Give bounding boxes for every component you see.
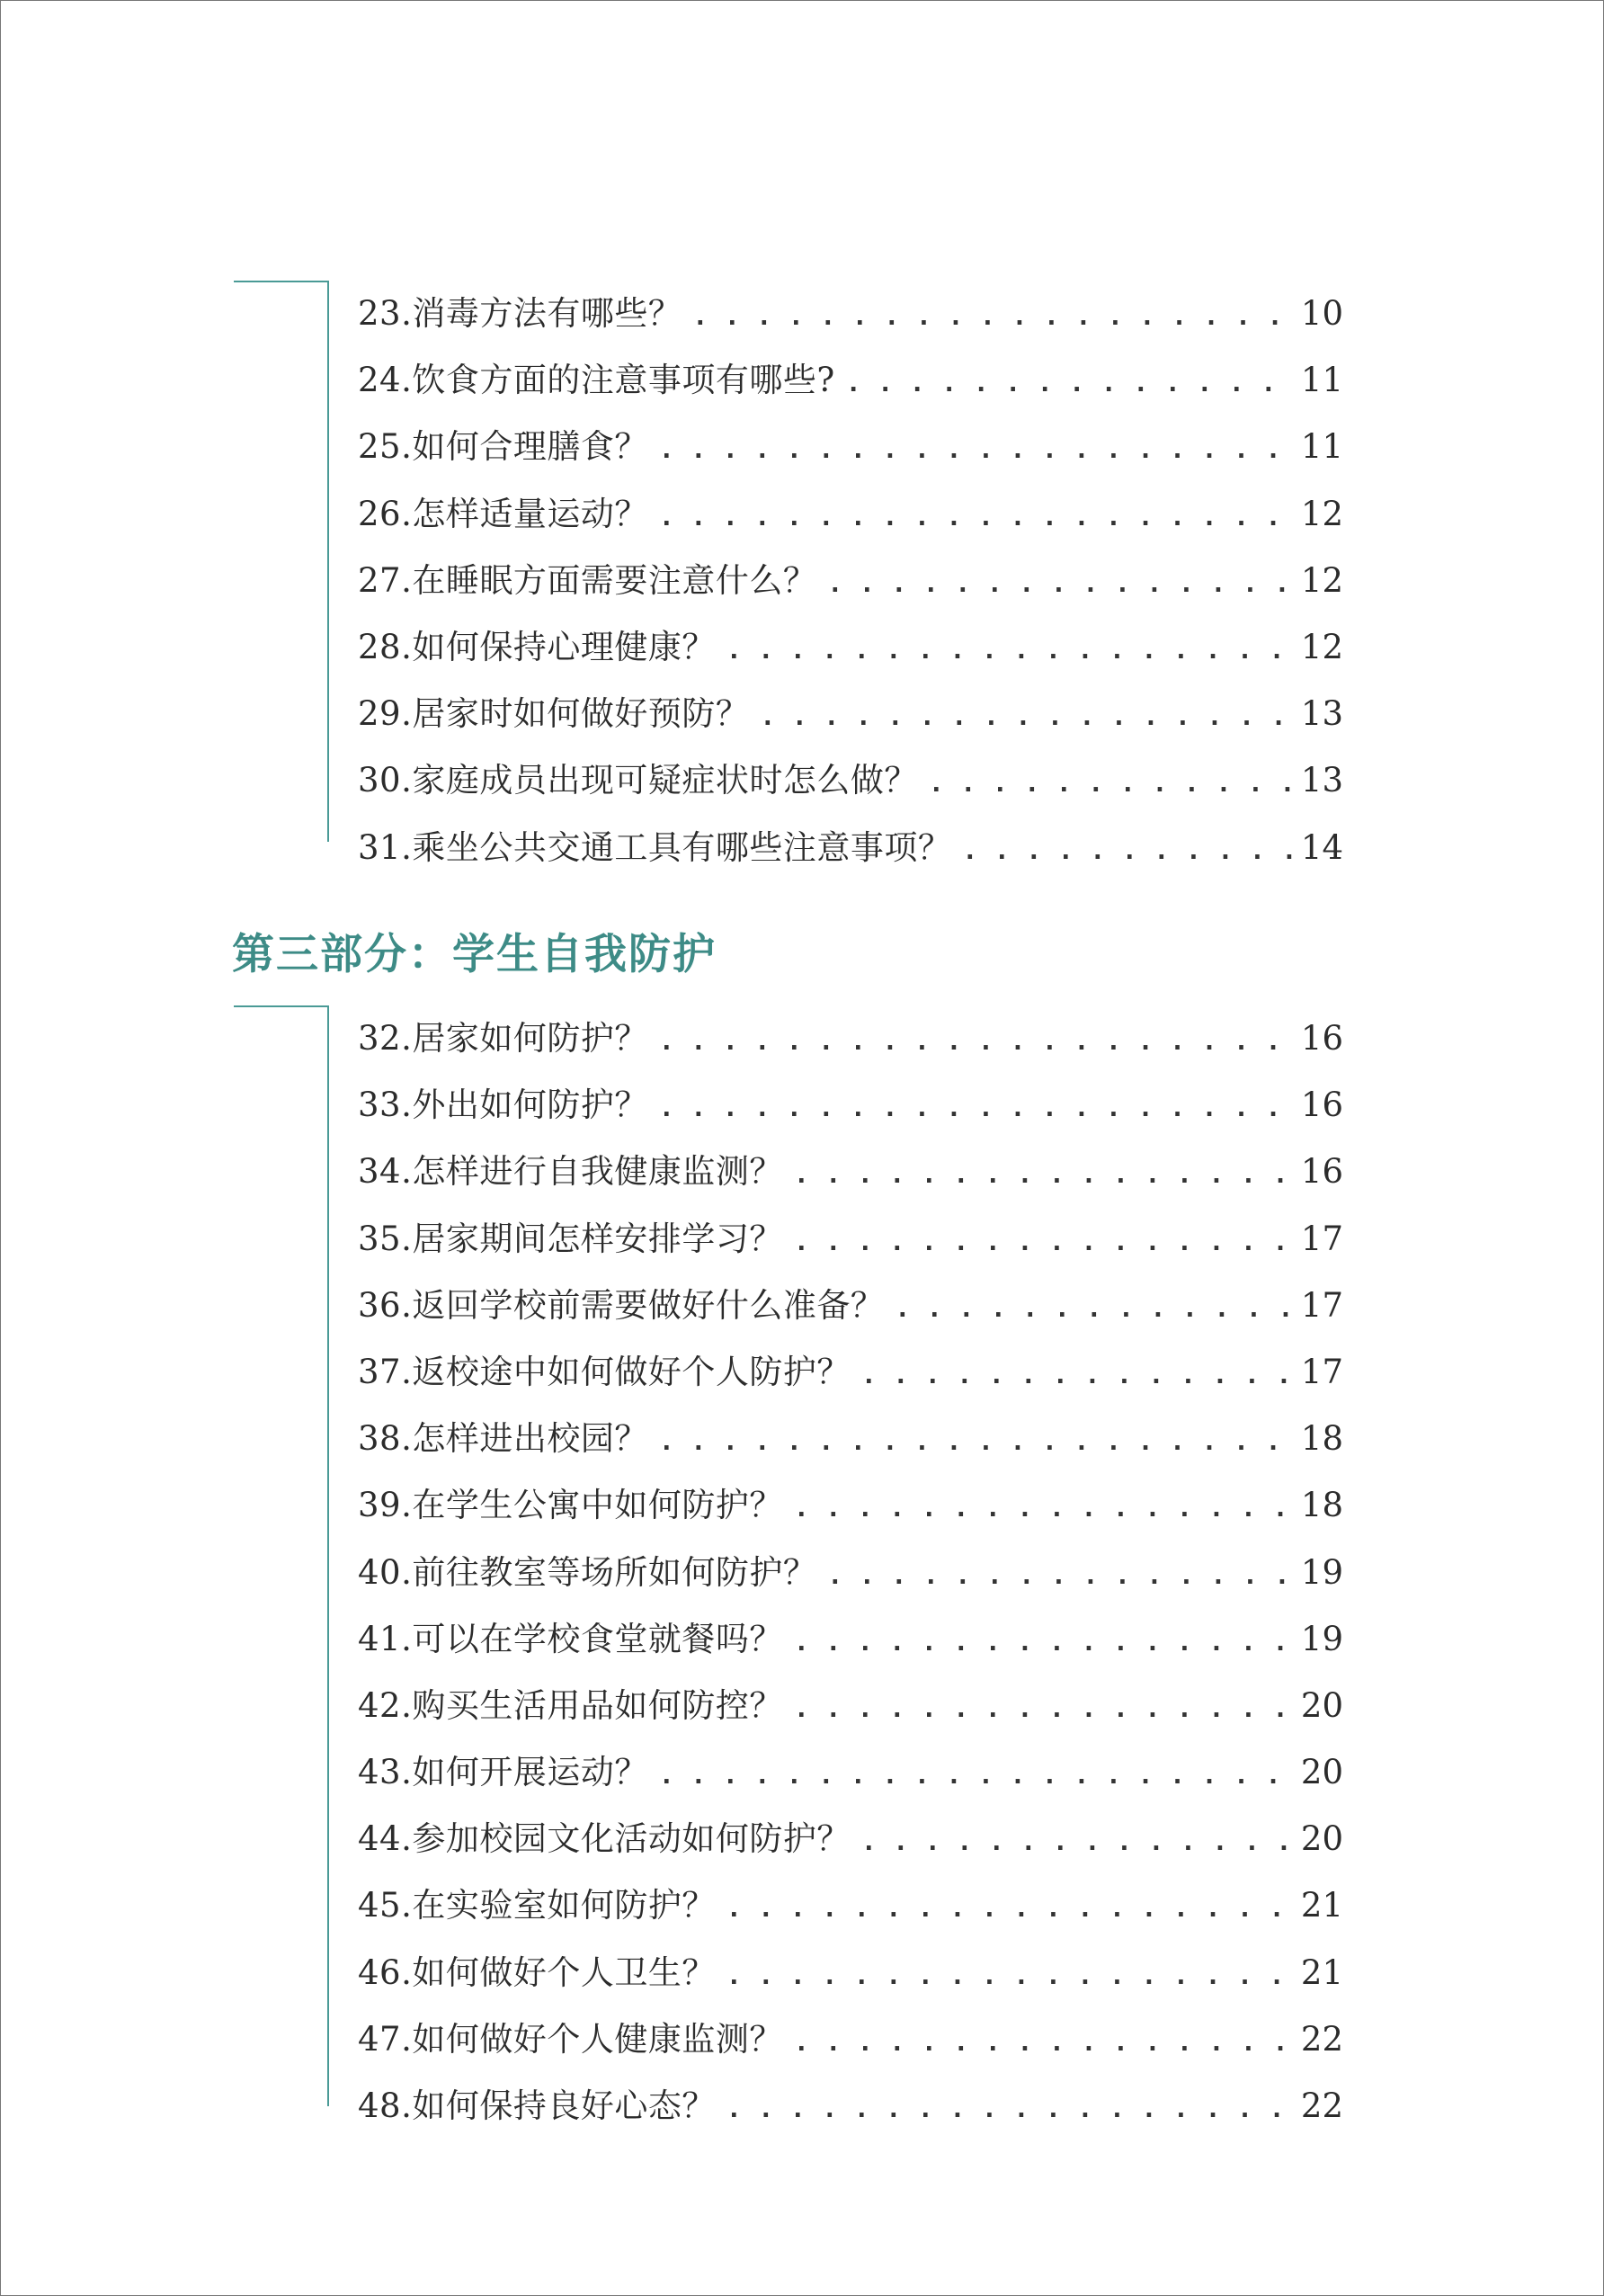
dot-leader xyxy=(659,1406,1296,1475)
toc-entry-page: 11 xyxy=(1300,361,1343,400)
bracket-horizontal-line xyxy=(234,1005,329,1007)
toc-entry-page: 20 xyxy=(1300,1819,1343,1859)
dot-leader xyxy=(827,1540,1296,1609)
toc-entry-title: 29.居家时如何做好预防？ xyxy=(358,694,750,734)
toc-entry-page: 14 xyxy=(1300,827,1343,867)
toc-entry-page: 19 xyxy=(1300,1619,1343,1658)
toc-entry-page: 13 xyxy=(1300,761,1343,800)
toc-entry[interactable] xyxy=(358,1806,1343,1872)
toc-entry-title: 48.如何保持良好心态？ xyxy=(358,2086,716,2125)
dot-leader xyxy=(659,414,1296,483)
toc-entry-title: 39.在学生公寓中如何防护？ xyxy=(358,1486,783,1525)
toc-entry-title: 44.参加校园文化活动如何防护？ xyxy=(358,1819,851,1859)
dot-leader xyxy=(794,1673,1296,1742)
toc-entry[interactable] xyxy=(358,815,1343,881)
toc-entry[interactable] xyxy=(358,1072,1343,1139)
toc-entry-title: 46.如何做好个人卫生？ xyxy=(358,1952,716,1992)
toc-entry-title: 36.返回学校前需要做好什么准备？ xyxy=(358,1285,885,1325)
toc-entry-page: 20 xyxy=(1300,1753,1343,1792)
bracket-vertical-line xyxy=(327,281,329,842)
toc-entry-title: 26.怎样适量运动？ xyxy=(358,494,648,533)
bracket-horizontal-line xyxy=(234,281,329,282)
toc-entry[interactable] xyxy=(358,1406,1343,1472)
toc-entry-title: 31.乘坐公共交通工具有哪些注意事项？ xyxy=(358,827,952,867)
toc-entry-title: 27.在睡眠方面需要注意什么？ xyxy=(358,560,817,600)
toc-entry[interactable] xyxy=(358,1339,1343,1406)
toc-entry-page: 16 xyxy=(1300,1019,1343,1058)
toc-entry-title: 32.居家如何防护？ xyxy=(358,1019,648,1058)
toc-entry[interactable] xyxy=(358,681,1343,747)
toc-entry-title: 35.居家期间怎样安排学习？ xyxy=(358,1219,783,1258)
toc-entry-page: 18 xyxy=(1300,1486,1343,1525)
toc-entry[interactable] xyxy=(358,1472,1343,1539)
toc-entry[interactable] xyxy=(358,481,1343,548)
toc-entry[interactable] xyxy=(358,1940,1343,2006)
dot-leader xyxy=(659,1739,1296,1809)
toc-entry-page: 22 xyxy=(1300,2019,1343,2059)
toc-entry[interactable] xyxy=(358,1005,1343,1072)
toc-entry-title: 33.外出如何防护？ xyxy=(358,1085,648,1125)
dot-leader xyxy=(726,2073,1296,2142)
dot-leader xyxy=(726,1940,1296,2009)
toc-entry-page: 17 xyxy=(1300,1352,1343,1391)
toc-entry-title: 30.家庭成员出现可疑症状时怎么做？ xyxy=(358,761,918,800)
toc-entry-page: 16 xyxy=(1300,1085,1343,1125)
toc-entry-page: 12 xyxy=(1300,494,1343,533)
toc-entry[interactable] xyxy=(358,1872,1343,1939)
toc-entry-page: 10 xyxy=(1300,294,1343,333)
bracket-vertical-line xyxy=(327,1005,329,2106)
dot-leader xyxy=(794,2006,1296,2076)
dot-leader xyxy=(794,1606,1296,1675)
toc-entry-title: 43.如何开展运动？ xyxy=(358,1753,648,1792)
dot-leader xyxy=(726,614,1296,683)
toc-entry-title: 38.怎样进出校园？ xyxy=(358,1419,648,1459)
toc-entry-title: 41.可以在学校食堂就餐吗？ xyxy=(358,1619,783,1658)
dot-leader xyxy=(861,1339,1296,1408)
toc-entry-title: 24.饮食方面的注意事项有哪些? xyxy=(358,361,835,400)
toc-entry-page: 12 xyxy=(1300,627,1343,666)
toc-entry-title: 37.返校途中如何做好个人防护？ xyxy=(358,1352,851,1391)
toc-entry[interactable] xyxy=(358,747,1343,814)
dot-leader xyxy=(929,747,1296,817)
toc-entry-page: 12 xyxy=(1300,560,1343,600)
toc-entry[interactable] xyxy=(358,2073,1343,2140)
toc-entry-page: 20 xyxy=(1300,1685,1343,1725)
dot-leader xyxy=(659,1072,1296,1141)
dot-leader xyxy=(794,1206,1296,1275)
dot-leader xyxy=(827,548,1296,617)
toc-entry-page: 18 xyxy=(1300,1419,1343,1459)
dot-leader xyxy=(659,1005,1296,1075)
toc-entry-title: 34.怎样进行自我健康监测？ xyxy=(358,1152,783,1192)
toc-entry[interactable] xyxy=(358,1206,1343,1273)
toc-entry-title: 25.如何合理膳食？ xyxy=(358,427,648,467)
toc-entry-title: 40.前往教室等场所如何防护？ xyxy=(358,1552,817,1592)
dot-leader xyxy=(962,815,1296,884)
toc-entry-title: 28.如何保持心理健康？ xyxy=(358,627,716,666)
dot-leader xyxy=(794,1139,1296,1208)
dot-leader xyxy=(760,681,1296,750)
toc-entry[interactable] xyxy=(358,1139,1343,1205)
toc-entry-list xyxy=(358,1005,1343,2140)
toc-entry-page: 21 xyxy=(1300,1952,1343,1992)
dot-leader xyxy=(794,1472,1296,1541)
toc-entry-page: 17 xyxy=(1300,1219,1343,1258)
section-heading: 第三部分：学生自我防护 xyxy=(232,930,717,979)
toc-entry-title: 47.如何做好个人健康监测？ xyxy=(358,2019,783,2059)
dot-leader xyxy=(846,347,1296,416)
toc-entry-list xyxy=(358,281,1343,881)
toc-entry-page: 11 xyxy=(1300,427,1343,467)
toc-entry-title: 42.购买生活用品如何防控？ xyxy=(358,1685,783,1725)
toc-entry[interactable] xyxy=(358,347,1343,414)
toc-entry[interactable] xyxy=(358,1673,1343,1739)
toc-entry[interactable] xyxy=(358,2006,1343,2073)
dot-leader xyxy=(726,1872,1296,1942)
toc-entry[interactable] xyxy=(358,1540,1343,1606)
toc-entry[interactable] xyxy=(358,414,1343,480)
toc-entry-page: 17 xyxy=(1300,1285,1343,1325)
toc-entry-page: 21 xyxy=(1300,1886,1343,1925)
dot-leader xyxy=(861,1806,1296,1875)
toc-entry[interactable] xyxy=(358,614,1343,681)
dot-leader xyxy=(692,281,1296,350)
toc-entry-title: 45.在实验室如何防护？ xyxy=(358,1886,716,1925)
toc-entry[interactable] xyxy=(358,1273,1343,1339)
toc-entry-page: 16 xyxy=(1300,1152,1343,1192)
toc-entry-page: 19 xyxy=(1300,1552,1343,1592)
toc-entry-title: 23.消毒方法有哪些？ xyxy=(358,294,682,333)
dot-leader xyxy=(895,1273,1296,1342)
toc-entry-page: 22 xyxy=(1300,2086,1343,2125)
toc-entry[interactable] xyxy=(358,548,1343,614)
dot-leader xyxy=(659,481,1296,550)
toc-entry[interactable] xyxy=(358,1606,1343,1673)
toc-entry-page: 13 xyxy=(1300,694,1343,734)
toc-entry[interactable] xyxy=(358,1739,1343,1806)
toc-entry[interactable] xyxy=(358,281,1343,347)
